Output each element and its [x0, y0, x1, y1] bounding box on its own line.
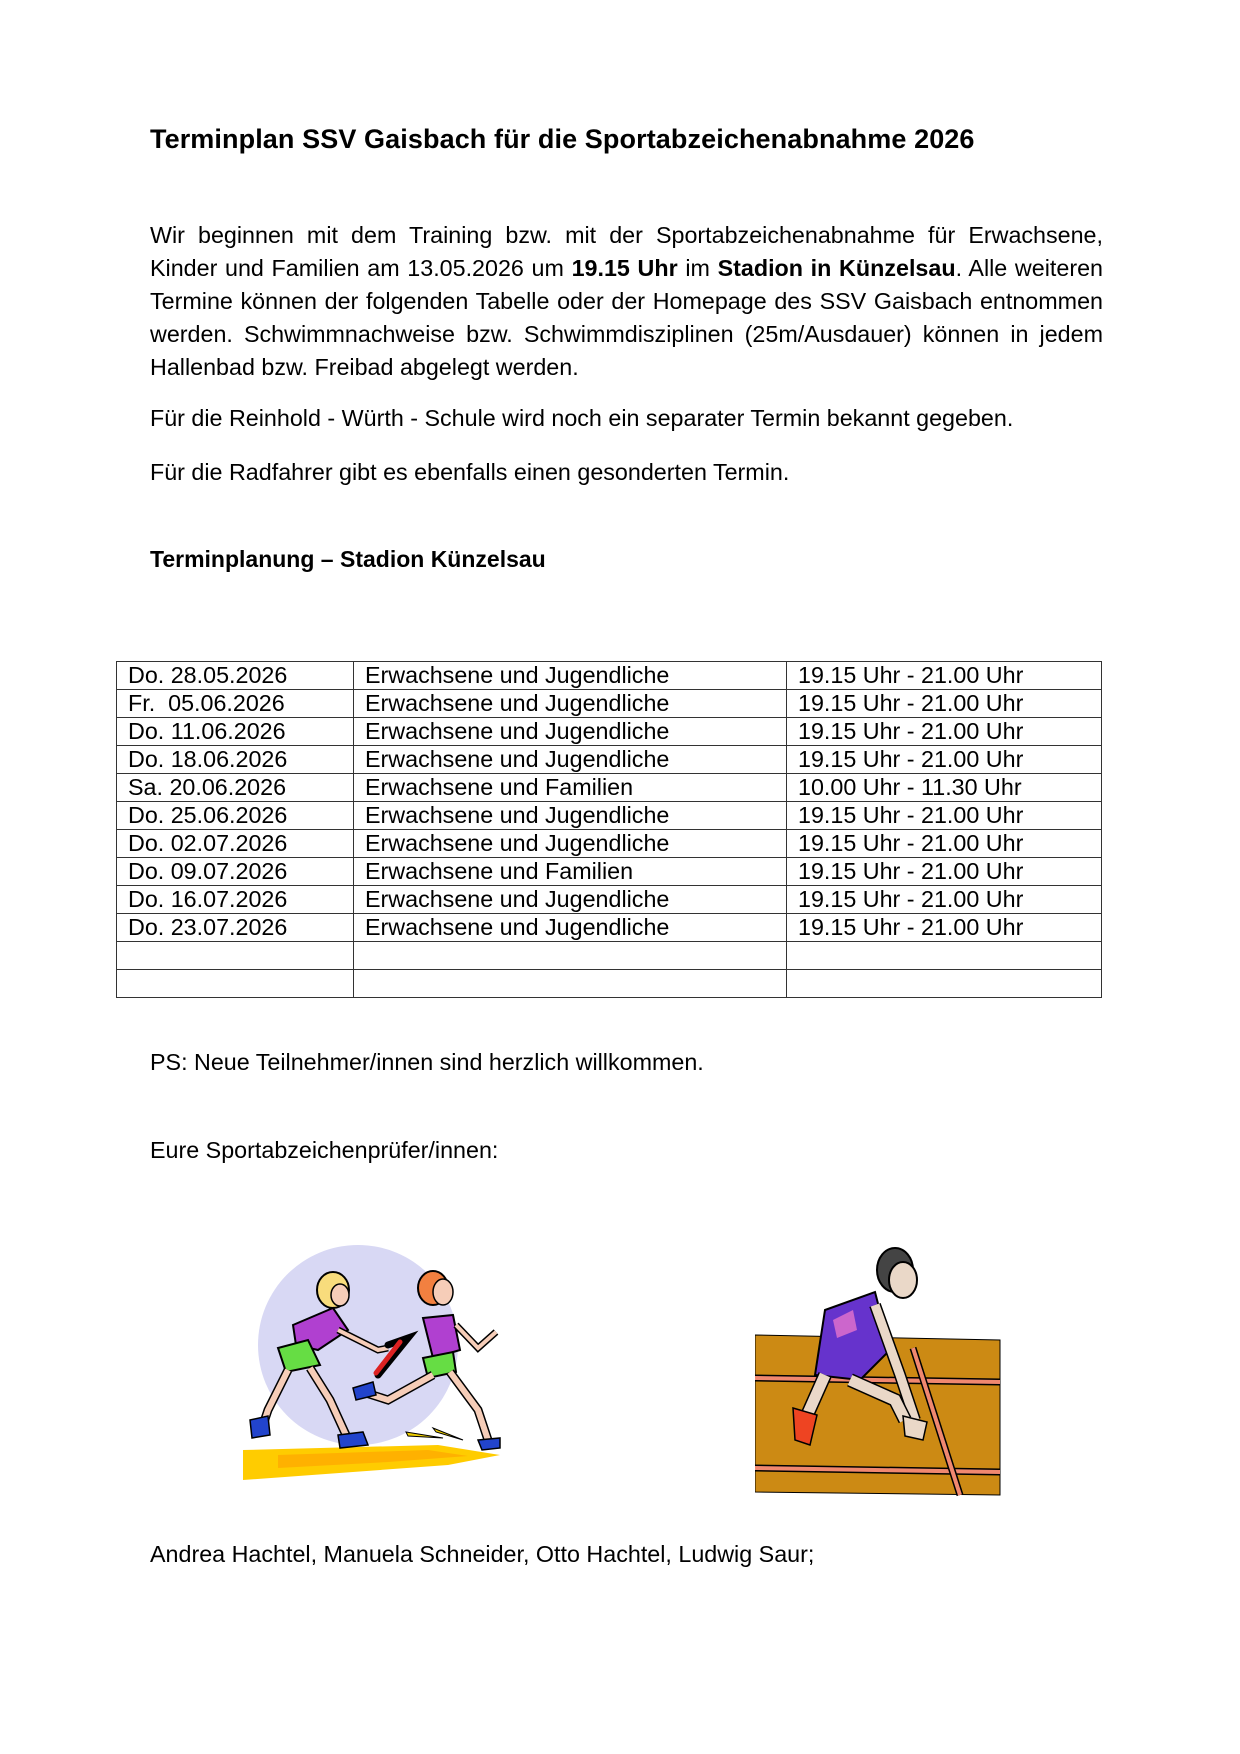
intro-text-1: Wir beginnen mit dem Training bzw. mit der Sportabzeichenabnahme für Erwachsene, Kinder und Familien am 13.05.2026 um [150, 222, 1103, 281]
time-cell: 10.00 Uhr - 11.30 Uhr [787, 774, 1102, 802]
table-row [117, 718, 1102, 746]
venue: Stadion in Künzelsau [717, 255, 956, 281]
cyclists-note: Für die Radfahrer gibt es ebenfalls einen gesonderten Termin. [150, 459, 790, 485]
date-cell: Do. 18.06.2026 [117, 746, 354, 774]
group-cell: Erwachsene und Jugendliche [354, 914, 787, 942]
table-row [117, 774, 1102, 802]
start-time: 19.15 Uhr [571, 255, 678, 281]
time-cell: 19.15 Uhr - 21.00 Uhr [787, 690, 1102, 718]
group-cell: Erwachsene und Jugendliche [354, 802, 787, 830]
date-cell: Do. 16.07.2026 [117, 886, 354, 914]
table-row [117, 914, 1102, 942]
page-title: Terminplan SSV Gaisbach für die Sportabzeichenabnahme 2026 [150, 124, 975, 154]
group-cell: Erwachsene und Jugendliche [354, 662, 787, 690]
group-cell: Erwachsene und Jugendliche [354, 690, 787, 718]
schedule-table [116, 661, 1102, 998]
time-cell [787, 942, 1102, 970]
table-row [117, 970, 1102, 998]
school-note: Für die Reinhold - Würth - Schule wird noch ein separater Termin bekannt gegeben. [150, 405, 1014, 431]
group-cell: Erwachsene und Jugendliche [354, 830, 787, 858]
table-row [117, 746, 1102, 774]
date-cell: Do. 11.06.2026 [117, 718, 354, 746]
date-cell [117, 942, 354, 970]
time-cell: 19.15 Uhr - 21.00 Uhr [787, 802, 1102, 830]
group-cell: Erwachsene und Familien [354, 858, 787, 886]
group-cell: Erwachsene und Jugendliche [354, 746, 787, 774]
table-row [117, 886, 1102, 914]
group-cell: Erwachsene und Jugendliche [354, 886, 787, 914]
relay-runners-image [238, 1240, 506, 1490]
examiner-names: Andrea Hachtel, Manuela Schneider, Otto Hachtel, Ludwig Saur; [150, 1541, 815, 1567]
date-cell [117, 970, 354, 998]
table-row [117, 858, 1102, 886]
time-cell: 19.15 Uhr - 21.00 Uhr [787, 886, 1102, 914]
time-cell: 19.15 Uhr - 21.00 Uhr [787, 662, 1102, 690]
schedule-heading: Terminplanung – Stadion Künzelsau [150, 546, 546, 572]
date-cell: Do. 23.07.2026 [117, 914, 354, 942]
date-cell: Do. 09.07.2026 [117, 858, 354, 886]
intro-text-2: im [677, 255, 718, 281]
date-cell: Do. 25.06.2026 [117, 802, 354, 830]
table-row [117, 830, 1102, 858]
group-cell: Erwachsene und Jugendliche [354, 718, 787, 746]
time-cell [787, 970, 1102, 998]
time-cell: 19.15 Uhr - 21.00 Uhr [787, 746, 1102, 774]
table-row [117, 802, 1102, 830]
time-cell: 19.15 Uhr - 21.00 Uhr [787, 914, 1102, 942]
ps-note: PS: Neue Teilnehmer/innen sind herzlich willkommen. [150, 1049, 704, 1075]
table-row [117, 662, 1102, 690]
date-cell: Sa. 20.06.2026 [117, 774, 354, 802]
signoff: Eure Sportabzeichenprüfer/innen: [150, 1137, 499, 1163]
date-cell: Fr. 05.06.2026 [117, 690, 354, 718]
date-cell: Do. 28.05.2026 [117, 662, 354, 690]
date-cell: Do. 02.07.2026 [117, 830, 354, 858]
time-cell: 19.15 Uhr - 21.00 Uhr [787, 858, 1102, 886]
group-cell: Erwachsene und Familien [354, 774, 787, 802]
intro-text-3: . Alle weiteren Termine können der folgenden Tabelle oder der Homepage des SSV Gaisbach entnommen werden. Schwimmnachweise bzw. Schwimmdisziplinen (25m/Ausdauer) können in jedem Hallenbad bzw. Freibad abgelegt werden. [150, 255, 1103, 380]
group-cell [354, 970, 787, 998]
table-row [117, 690, 1102, 718]
intro-paragraph [150, 219, 1103, 384]
time-cell: 19.15 Uhr - 21.00 Uhr [787, 830, 1102, 858]
time-cell: 19.15 Uhr - 21.00 Uhr [787, 718, 1102, 746]
sprinter-start-image [755, 1240, 1005, 1500]
group-cell [354, 942, 787, 970]
table-row [117, 942, 1102, 970]
